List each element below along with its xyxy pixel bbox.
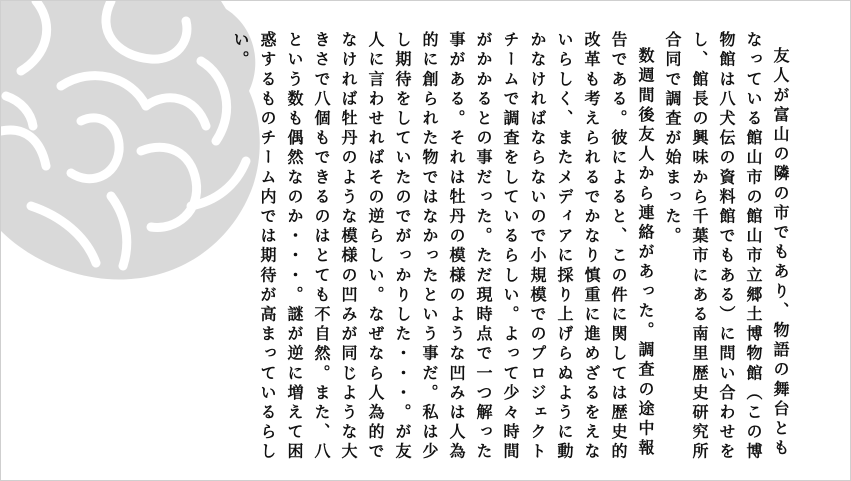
paragraph-1: 友人が富山の隣の市でもあり、物語の舞台ともなっている館山市の館山市立郷土博物館（この博物館は八犬伝の資料館でもある）に問い合わせをし、館長の興味から千葉市にある南里歴史研究所合同で調査が始まった。	[663, 31, 790, 463]
paragraph-2: 数週間後友人から連絡があった。調査の途中報告である。彼によると、この件に関しては歴史的改革も考えられるでかなり慎重に進めざるをえないらしく、またメディアに採り上げらぬように動かなければならないので小規模でのプロジェクトチームで調査をしているらしい。よって少々時間がかかるとの事だった。ただ現時点で一つ解った事がある。それは牡丹の模様のような凹みは人為的に創られた物ではなかったという事だ。私は少し期待をしていたのでがっかりした・・・。が友人に言わせればその逆らしい。なぜなら人為的でなければ牡丹のような模様の凹みが同じような大きさで八個もできるのはとても不自然。また、八という数も偶然なのか・・・。謎が逆に増えて困惑するものチーム内では期待が高まっているらしい。	[231, 31, 655, 463]
vertical-text-body	[227, 31, 794, 476]
